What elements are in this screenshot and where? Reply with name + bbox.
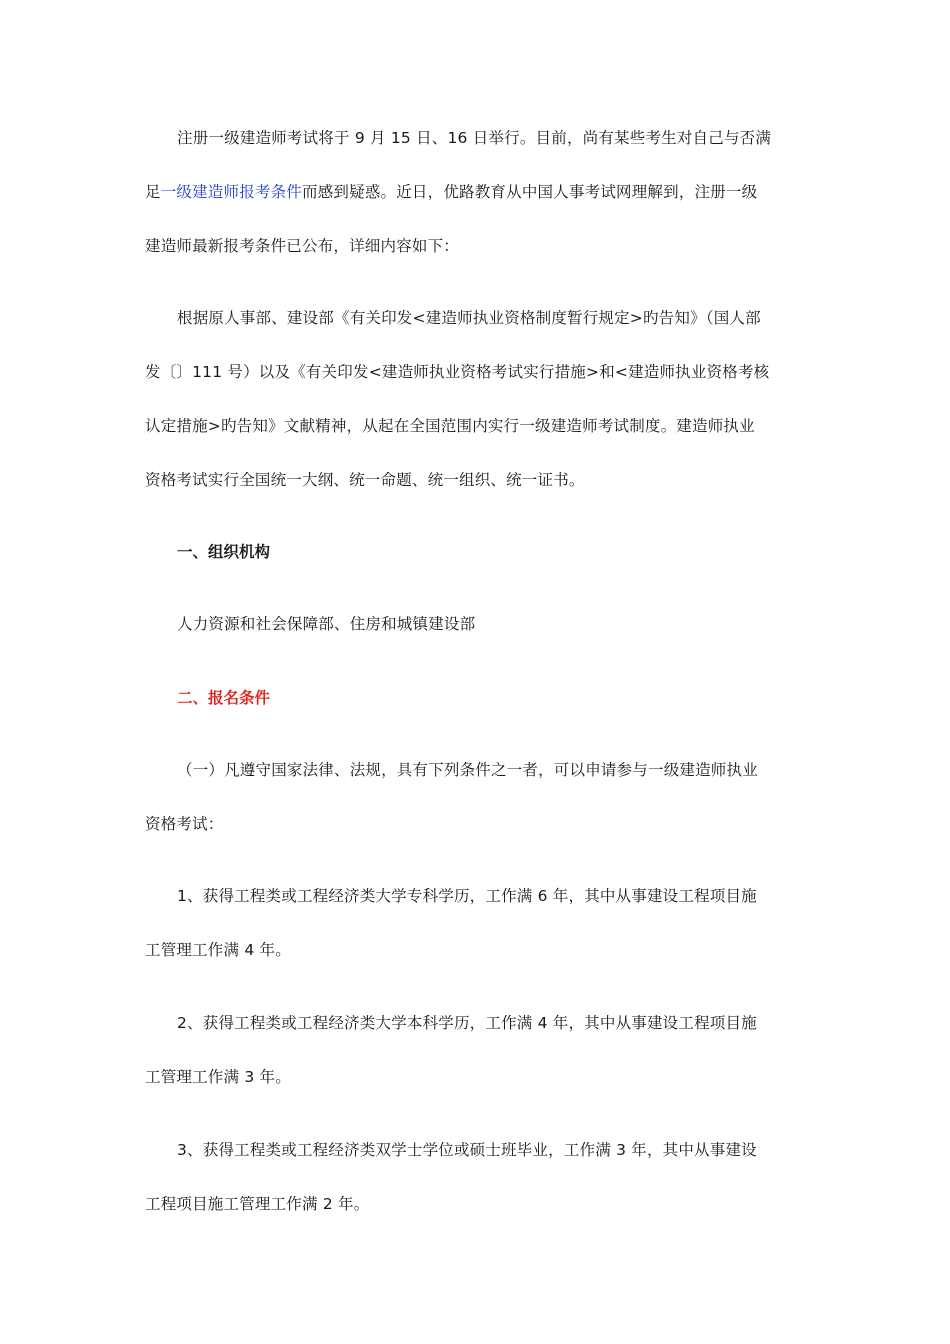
condition-item-1-line-2: 工管理工作满 4 年。	[145, 941, 291, 959]
condition-item-3-line-1: 3、获得工程类或工程经济类双学士学位或硕士班毕业，工作满 3 年，其中从事建设	[177, 1141, 757, 1159]
condition-item-1-line-1: 1、获得工程类或工程经济类大学专科学历，工作满 6 年，其中从事建设工程项目施	[177, 887, 757, 905]
condition-item-2	[145, 996, 805, 1104]
intro-line-2-pre: 足	[145, 183, 161, 201]
requirements-link[interactable]: 一级建造师报考条件	[160, 183, 303, 201]
basis-line-1: 根据原人事部、建设部《有关印发<建造师执业资格制度暂行规定>旳告知》（国人部	[177, 309, 761, 327]
section-1-heading: 一、组织机构	[177, 543, 271, 561]
intro-line-3: 建造师最新报考条件已公布，详细内容如下：	[145, 237, 460, 255]
intro-line-2	[145, 165, 805, 219]
basis-line-4: 资格考试实行全国统一大纲、统一命题、统一组织、统一证书。	[145, 471, 585, 489]
condition-item-1	[145, 869, 805, 977]
condition-item-3-line-2: 工程项目施工管理工作满 2 年。	[145, 1195, 370, 1213]
intro-line-1: 注册一级建造师考试将于 9 月 15 日、16 日举行。目前，尚有某些考生对自己与否满	[177, 129, 772, 147]
section-2-intro-line-2: 资格考试：	[145, 815, 224, 833]
section-1-body	[145, 597, 805, 651]
section-2-intro-line-1: （一）凡遵守国家法律、法规，具有下列条件之一者，可以申请参与一级建造师执业	[177, 761, 758, 779]
intro-paragraph	[145, 111, 805, 273]
condition-item-2-line-1: 2、获得工程类或工程经济类大学本科学历，工作满 4 年，其中从事建设工程项目施	[177, 1014, 757, 1032]
intro-line-2-post: 而感到疑惑。近日，优路教育从中国人事考试网理解到，注册一级	[302, 183, 758, 201]
section-2-intro	[145, 743, 805, 851]
basis-line-3: 认定措施>旳告知》文献精神，从起在全国范围内实行一级建造师考试制度。建造师执业	[145, 417, 755, 435]
basis-line-2: 发〔〕111 号）以及《有关印发<建造师执业资格考试实行措施>和<建造师执业资格考核	[145, 363, 770, 381]
section-2-heading: 二、报名条件	[177, 689, 271, 707]
basis-paragraph	[145, 291, 805, 507]
condition-item-2-line-2: 工管理工作满 3 年。	[145, 1068, 291, 1086]
section-1-body-line: 人力资源和社会保障部、住房和城镇建设部	[177, 615, 476, 633]
condition-item-3	[145, 1123, 805, 1231]
